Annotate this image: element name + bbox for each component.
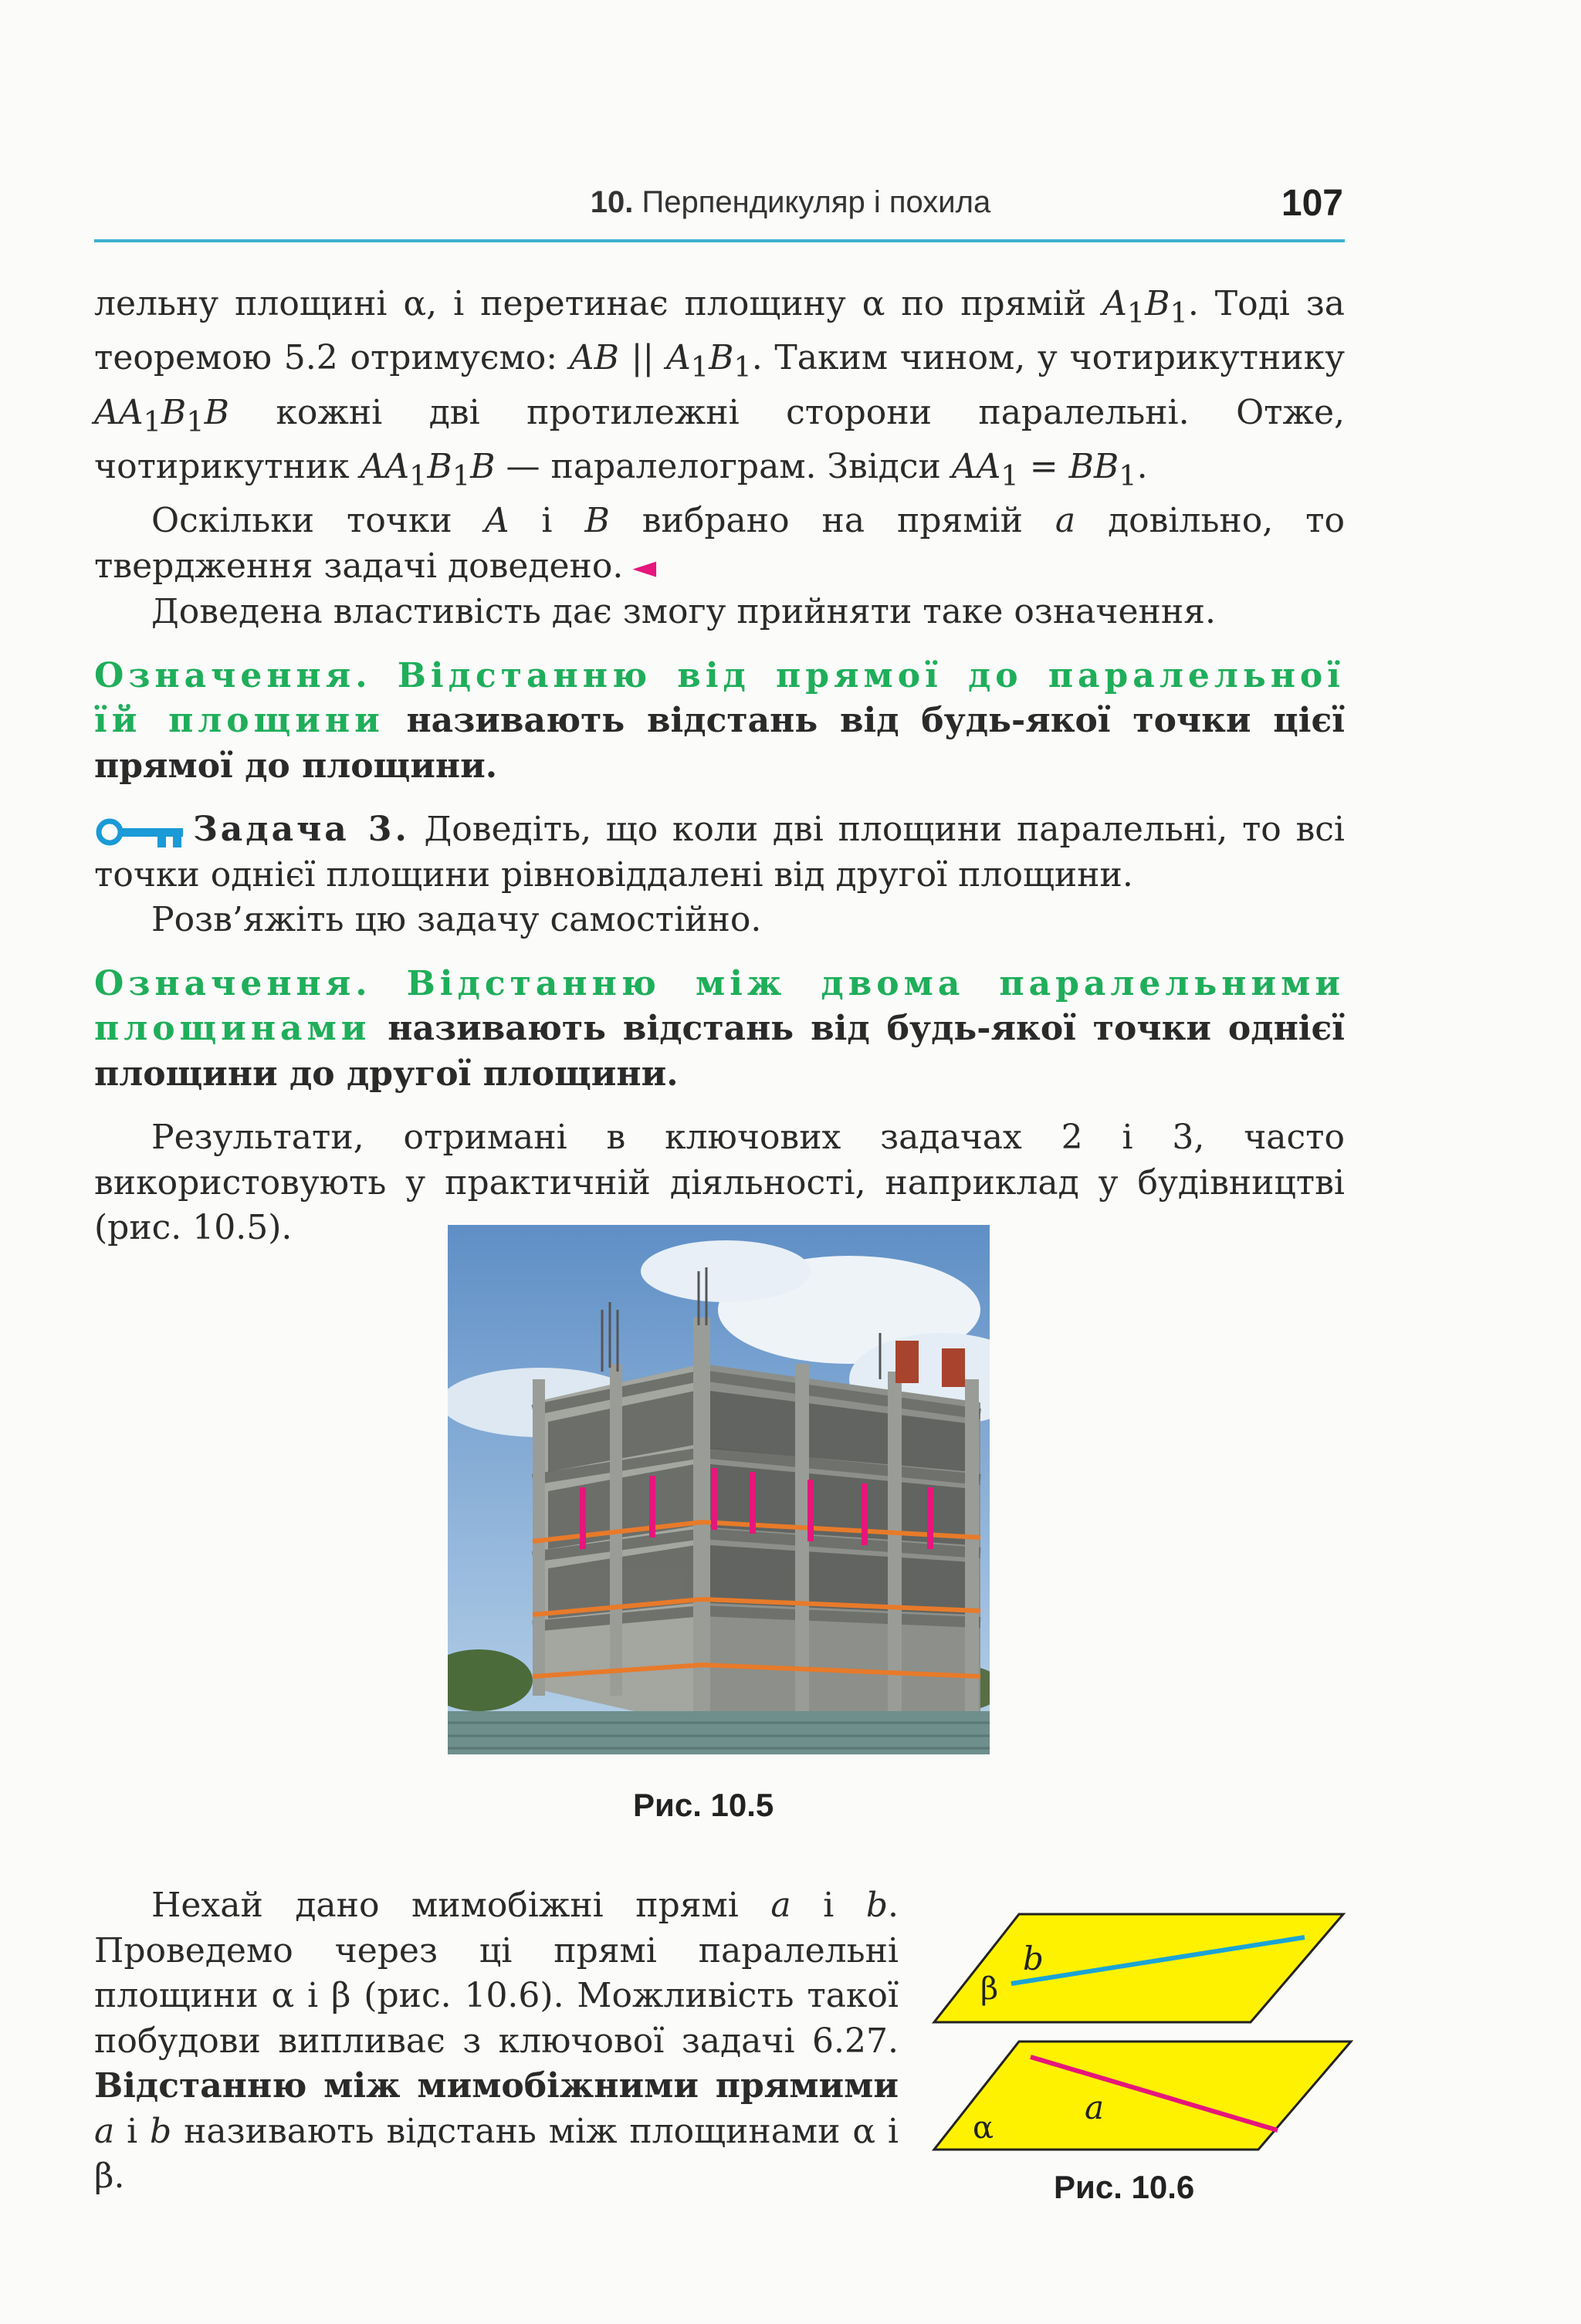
building-photo bbox=[448, 1225, 990, 1754]
b-math-2: b bbox=[865, 1886, 888, 1925]
definition-1 bbox=[94, 654, 1345, 790]
p1-sub-13: 1 bbox=[1119, 458, 1137, 492]
skew-lines-paragraph bbox=[94, 1883, 899, 2200]
p1-sub-5: 1 bbox=[733, 350, 752, 384]
p1-text-8: . bbox=[1136, 446, 1148, 486]
skew-lines-text bbox=[94, 1883, 899, 2200]
p1-math-9: AA bbox=[360, 446, 410, 486]
definition-1-term: Означення. Відстанню від прямої до паралельної їй площини bbox=[94, 655, 1345, 741]
p1-math-6: AA bbox=[94, 392, 144, 432]
p2-math-3: a bbox=[1055, 501, 1076, 541]
figure-10-6-caption: Рис. 10.6 bbox=[1054, 2169, 1195, 2205]
p1-math-11: B bbox=[470, 446, 496, 486]
running-header bbox=[0, 185, 1581, 220]
p1-text-4: . Таким чином, у чотирикутнику bbox=[751, 338, 1346, 378]
p2-text-2: і bbox=[509, 501, 585, 541]
b-bold-definition: Відстанню між мимобіжними прямими bbox=[94, 2066, 899, 2106]
label-beta: β bbox=[980, 1971, 999, 2007]
p2-math-2: B bbox=[584, 501, 610, 541]
b-math-1: a bbox=[770, 1886, 791, 1925]
b-text-5: і bbox=[114, 2111, 151, 2151]
label-alpha: α bbox=[973, 2110, 994, 2146]
p1-math-1: A bbox=[1102, 284, 1127, 323]
p1-sub-2: 1 bbox=[1170, 296, 1188, 330]
definition-2-term: Означення. Відстанню між двома паралельними площинами bbox=[94, 963, 1345, 1049]
b-math-4: b bbox=[150, 2111, 172, 2151]
b-text-3: . Проведемо через ці прямі паралельні площини α і β (рис. 10.6). Можливість такої побудови випливає з ключової задачі 6.27. bbox=[94, 1886, 899, 2061]
task-3 bbox=[94, 807, 1345, 898]
p1-math-8: B bbox=[204, 392, 229, 432]
definition-2-text: називають відстань від будь-якої точки однієї площини до другої площини. bbox=[94, 1009, 1345, 1094]
p1-math-12: AA bbox=[951, 446, 1001, 486]
label-b: b bbox=[1023, 1940, 1044, 1977]
p1-text-1: лельну площині α, і перетинає площину α по прямій bbox=[94, 284, 1103, 323]
paragraph-1 bbox=[94, 282, 1345, 499]
p1-text-3: || bbox=[618, 338, 666, 378]
p1-math-13: BB bbox=[1068, 446, 1119, 486]
p1-math-4: A bbox=[665, 338, 691, 378]
paragraph-5: Результати, отримані в ключових задачах 2 і 3, часто використовують у практичній діяльності, наприклад у будівництві (рис. 10.5). bbox=[94, 1118, 1345, 1248]
p1-math-5: B bbox=[709, 338, 734, 378]
b-text-6: називають відстань між площинами α і β. bbox=[94, 2111, 899, 2196]
parallel-planes-diagram bbox=[926, 1906, 1359, 2161]
b-text-2: і bbox=[790, 1886, 866, 1925]
page-number: 107 bbox=[1281, 183, 1343, 224]
p1-math-2: B bbox=[1145, 284, 1170, 323]
p1-sub-1: 1 bbox=[1126, 296, 1146, 330]
p2-text-4: довільно, то твердження задачі доведено. bbox=[94, 501, 1345, 586]
p1-math-10: B bbox=[427, 446, 452, 486]
p1-sub-6: 1 bbox=[143, 404, 161, 438]
key-icon bbox=[94, 817, 185, 847]
definition-1-text: називають відстань від будь-якої точки цієї прямої до площини. bbox=[94, 701, 1346, 786]
p1-sub-10: 1 bbox=[452, 458, 471, 492]
paragraph-3: Доведена властивість дає змогу прийняти таке означення. bbox=[151, 592, 1216, 632]
figure-10-5-caption: Рис. 10.5 bbox=[633, 1787, 774, 1823]
p2-math-1: A bbox=[484, 501, 510, 541]
main-text bbox=[94, 282, 1345, 1251]
task-3-text: Доведіть, що коли дві площини паралельні, то всі точки однієї площини рівновіддалені від другої площини. bbox=[94, 810, 1346, 895]
p1-sub-7: 1 bbox=[186, 404, 205, 438]
p1-text-6: — паралелограм. Звідси bbox=[495, 446, 952, 486]
chapter-title: Перпендикуляр і похила bbox=[642, 185, 991, 219]
definition-2 bbox=[94, 962, 1345, 1098]
p1-sub-9: 1 bbox=[409, 458, 428, 492]
b-math-3: a bbox=[94, 2111, 115, 2151]
p2-text-1: Оскільки точки bbox=[151, 501, 485, 541]
header-rule bbox=[94, 239, 1345, 242]
b-text-1: Нехай дано мимобіжні прямі bbox=[151, 1886, 771, 1925]
proof-end-marker-icon: ◄ bbox=[632, 549, 657, 585]
plane-alpha bbox=[934, 2042, 1351, 2150]
paragraph-2 bbox=[94, 499, 1345, 590]
p1-math-7: B bbox=[161, 392, 187, 432]
p1-sub-4: 1 bbox=[690, 350, 709, 384]
p1-math-3: AB bbox=[569, 338, 619, 378]
label-a: a bbox=[1085, 2089, 1105, 2126]
task-3-label: Задача 3. bbox=[193, 810, 410, 850]
chapter-number: 10. bbox=[590, 185, 634, 219]
p1-text-7: = bbox=[1018, 446, 1069, 486]
p1-text-5: кожні дві протилежні сторони паралельні. Отже, чотирикутник bbox=[94, 392, 1345, 486]
p1-text-2: . Тоді за теоремою 5.2 отримуємо: bbox=[94, 284, 1345, 378]
paragraph-4: Розв’яжіть цю задачу самостійно. bbox=[151, 900, 762, 940]
p1-sub-12: 1 bbox=[1000, 458, 1019, 492]
p2-text-3: вибрано на прямій bbox=[609, 501, 1055, 541]
